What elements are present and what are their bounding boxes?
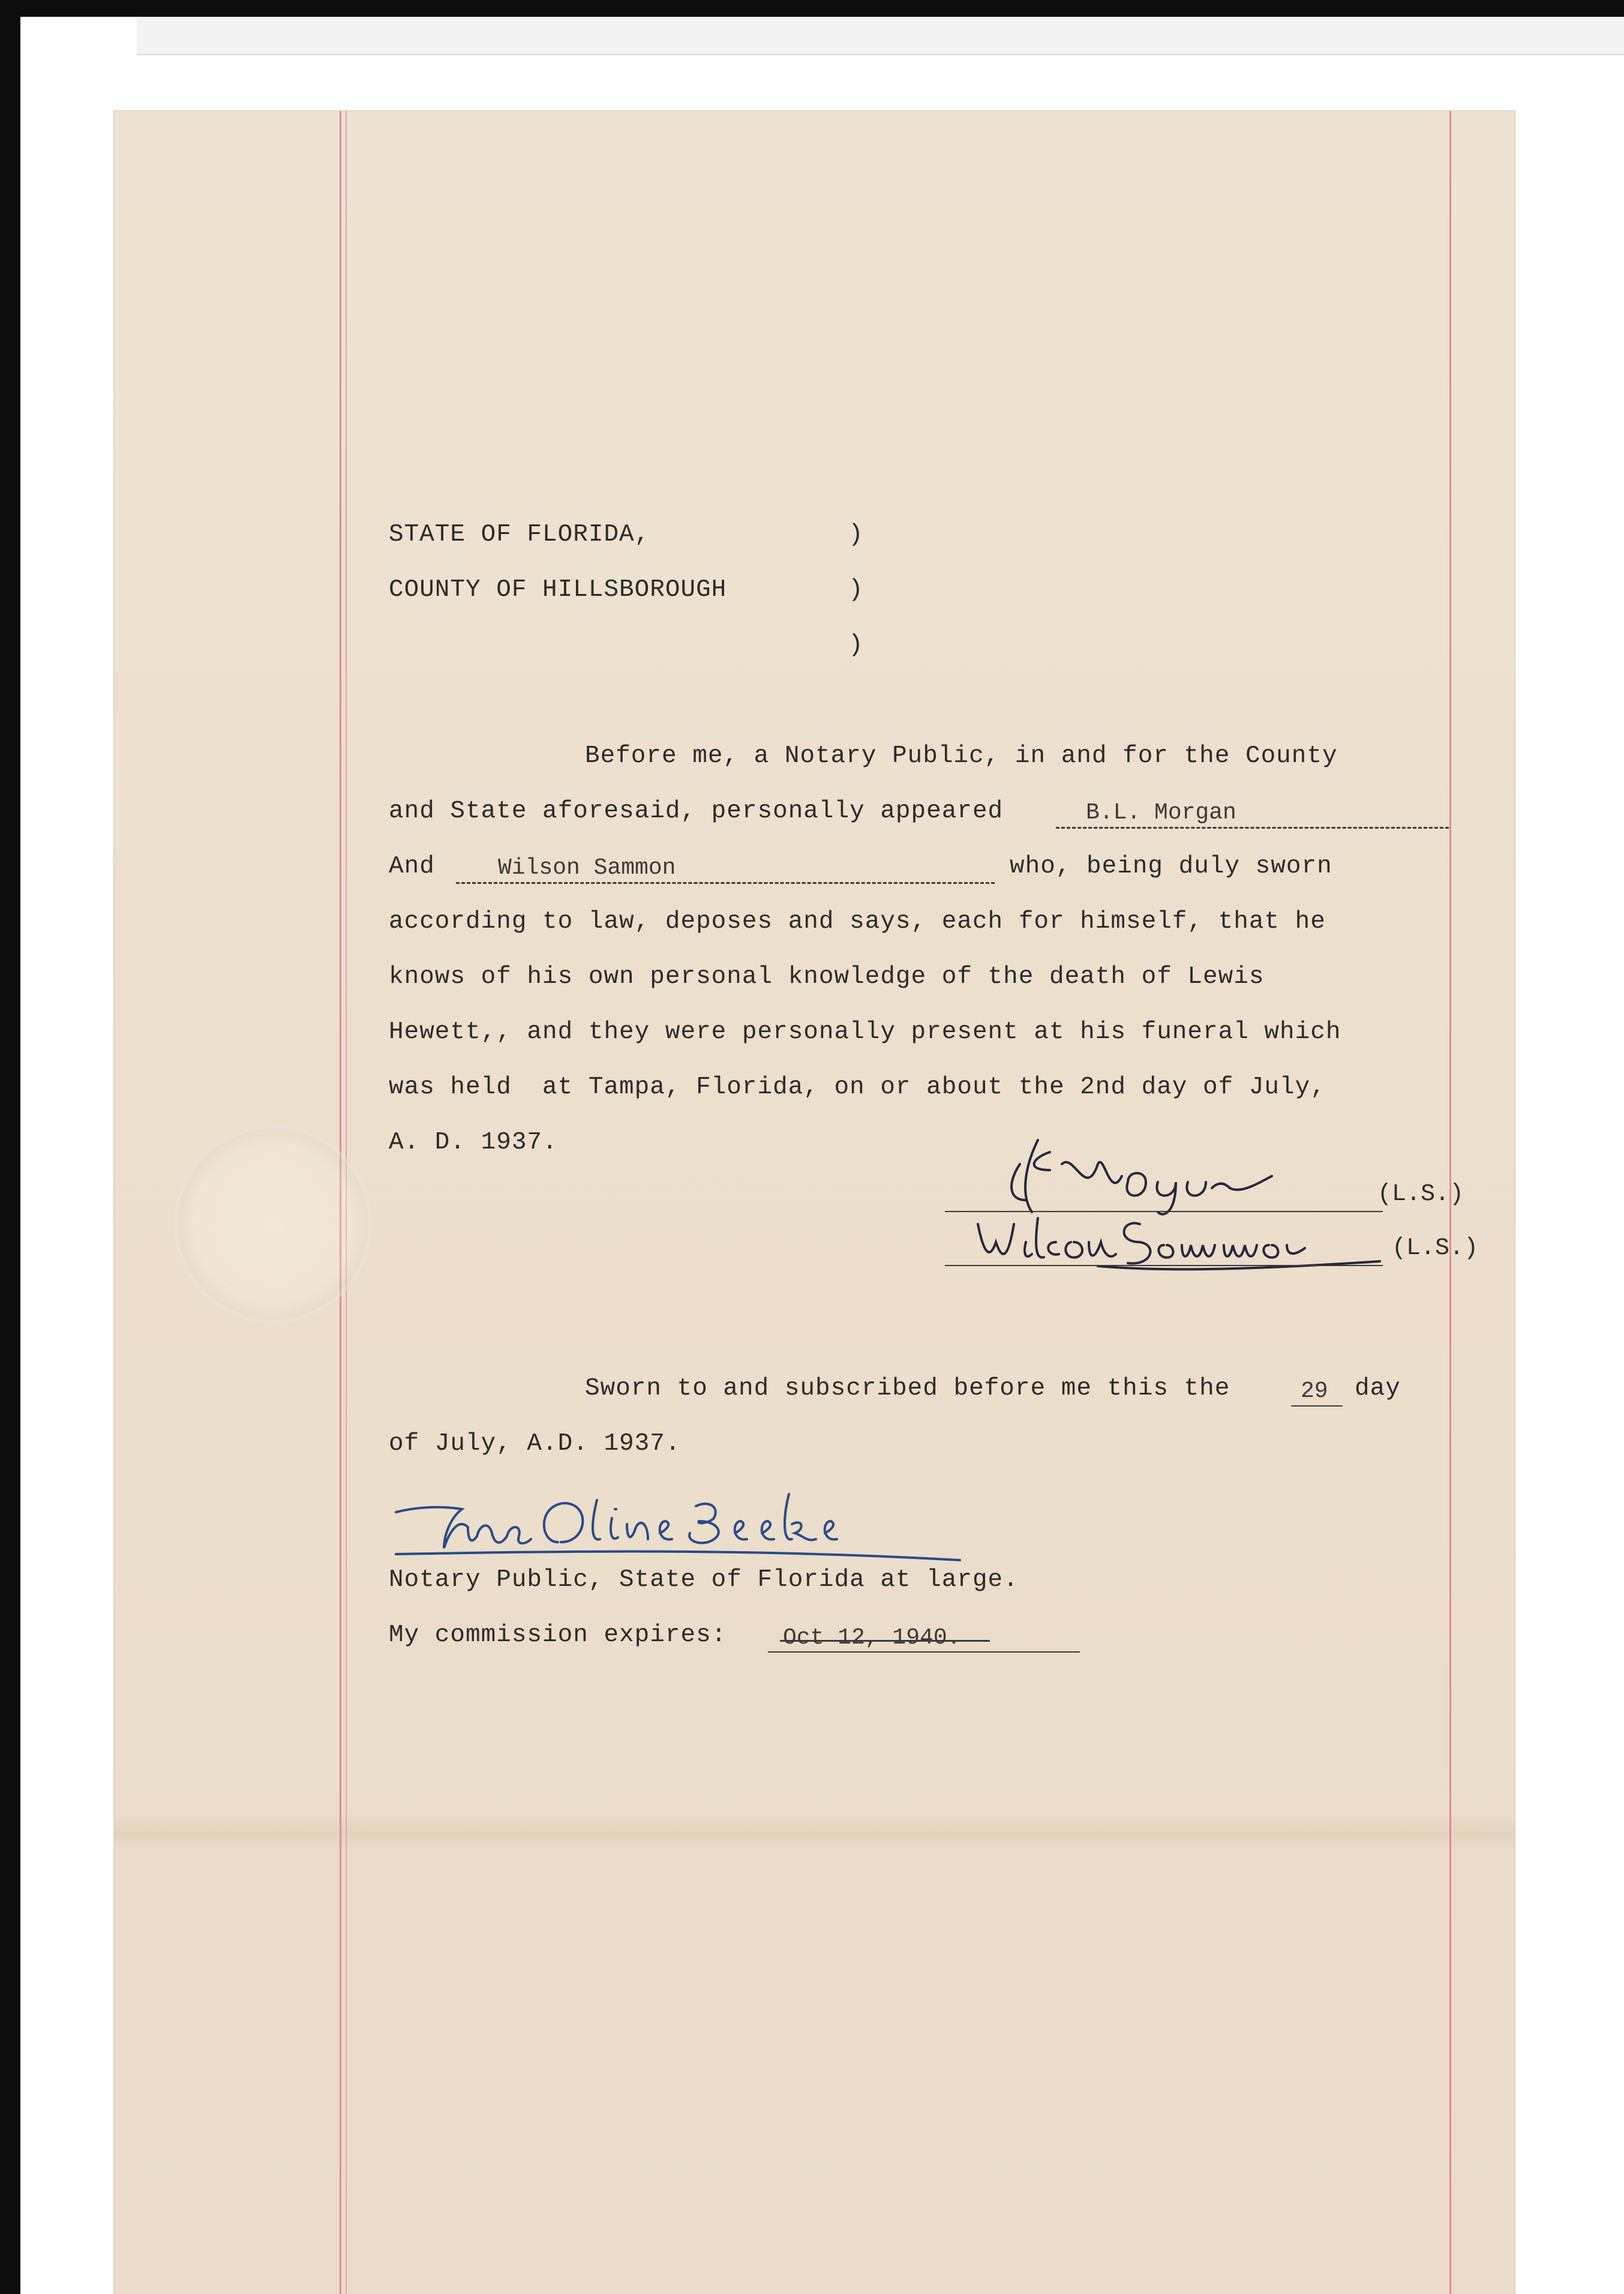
signature-notary <box>384 1482 972 1572</box>
notary-title: Notary Public, State of Florida at large. <box>389 1566 1019 1594</box>
affidavit-line-4: according to law, deposes and says, each for himself, that he <box>389 908 1326 935</box>
scan-background-strip <box>137 17 1624 55</box>
jurat-line-1-suffix: day <box>1355 1375 1401 1402</box>
jurat-day: 29 <box>1301 1378 1328 1404</box>
affidavit-line-1: Before me, a Notary Public, in and for the County <box>585 742 1338 770</box>
caption-paren-2: ) <box>848 576 864 604</box>
caption-paren-1: ) <box>848 521 864 548</box>
notary-seal-embossed <box>174 1125 372 1323</box>
jurat-day-blank <box>1291 1405 1343 1407</box>
scan-border-left <box>0 0 20 2294</box>
commission-date-blank <box>768 1651 1080 1653</box>
affidavit-line-2-prefix: and State aforesaid, personally appeared <box>389 797 1004 825</box>
affiant-2-name: Wilson Sammon <box>498 855 676 881</box>
affidavit-line-3-suffix: who, being duly sworn <box>1010 853 1332 880</box>
affidavit-line-8: A. D. 1937. <box>389 1129 558 1156</box>
signature-wilson-sammon <box>960 1206 1392 1278</box>
affiant-1-name: B.L. Morgan <box>1086 800 1236 826</box>
affidavit-line-3-prefix: And <box>389 853 435 880</box>
paper-fold <box>114 1815 1515 1851</box>
jurat-line-2: of July, A.D. 1937. <box>389 1430 681 1458</box>
affidavit-line-5: knows of his own personal knowledge of the death of Lewis <box>389 963 1265 991</box>
caption-county: COUNTY OF HILLSBOROUGH <box>389 576 727 604</box>
jurat-line-1-prefix: Sworn to and subscribed before me this the <box>585 1375 1230 1402</box>
affiant-2-blank <box>456 882 995 884</box>
signature-line-2 <box>945 1265 1383 1266</box>
caption-state: STATE OF FLORIDA, <box>389 521 650 548</box>
commission-label: My commission expires: <box>389 1621 727 1649</box>
affidavit-line-7: was held at Tampa, Florida, on or about the 2nd day of July, <box>389 1073 1326 1101</box>
caption-paren-3: ) <box>848 631 864 659</box>
commission-date: Oct 12, 1940. <box>783 1625 961 1651</box>
affiant-1-blank <box>1056 827 1449 829</box>
affidavit-line-6: Hewett,, and they were personally present at his funeral which <box>389 1018 1341 1046</box>
scan-border-top <box>0 0 1624 17</box>
ls-mark-2: (L.S.) <box>1392 1235 1479 1262</box>
commission-date-strikethrough <box>780 1640 990 1642</box>
ls-mark-1: (L.S.) <box>1377 1181 1464 1208</box>
